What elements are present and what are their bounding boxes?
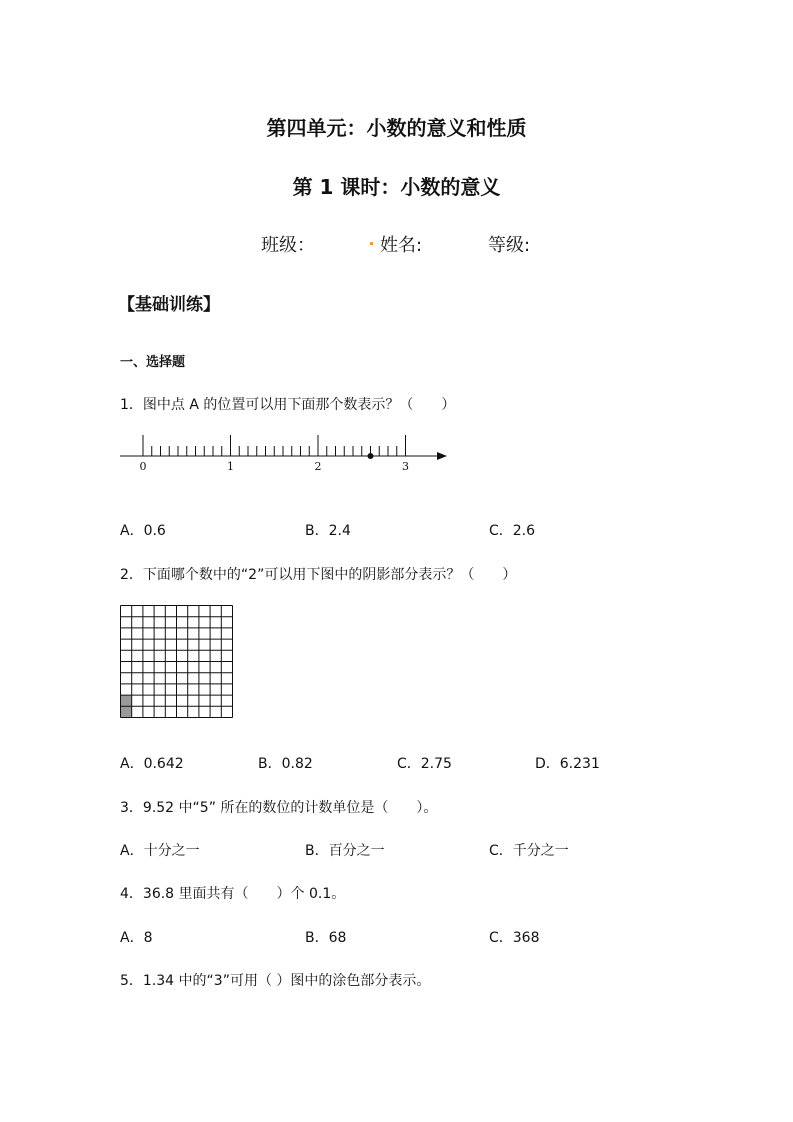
q3-option-c[interactable]: C．千分之一: [489, 843, 569, 859]
q2-option-c[interactable]: C．2.75: [397, 756, 452, 772]
lesson-title: 第 1 课时：小数的意义: [292, 175, 501, 199]
q1-option-b[interactable]: B．2.4: [305, 523, 351, 539]
point-a-marker: [368, 453, 374, 459]
question-5-text: 5．1.34 中的“3”可用（ ）图中的涂色部分表示。: [120, 973, 431, 989]
q3-option-a[interactable]: A．十分之一: [120, 843, 200, 859]
question-3-text: 3．9.52 中“5” 所在的数位的计数单位是（ ）。: [120, 800, 438, 816]
question-2-text: 2．下面哪个数中的“2”可以用下图中的阴影部分表示？（ ）: [120, 567, 517, 583]
number-line-figure: [118, 430, 453, 476]
grade-label: 等级:: [488, 235, 531, 256]
page-title: 第四单元：小数的意义和性质: [266, 116, 527, 140]
q1-option-c[interactable]: C．2.6: [489, 523, 536, 539]
q4-option-b[interactable]: B．68: [305, 930, 347, 946]
underline-mark: [370, 242, 373, 245]
number-line-label: 1: [227, 460, 234, 473]
shaded-cell: [121, 695, 132, 706]
q1-option-a[interactable]: A．0.6: [120, 523, 166, 539]
q2-option-d[interactable]: D．6.231: [535, 756, 600, 772]
section-title: 【基础训练】: [118, 295, 220, 315]
q4-option-c[interactable]: C．368: [489, 930, 540, 946]
q2-option-a[interactable]: A．0.642: [120, 756, 184, 772]
question-1-text: 1．图中点 A 的位置可以用下面那个数表示？（ ）: [120, 397, 456, 413]
q3-option-b[interactable]: B．百分之一: [305, 843, 385, 859]
shaded-cell: [121, 706, 132, 717]
number-line-label: 2: [314, 460, 322, 473]
class-label: 班级：: [261, 235, 315, 256]
number-line-label: 0: [139, 460, 147, 473]
question-4-text: 4．36.8 里面共有（ ）个 0.1。: [120, 886, 346, 902]
q4-option-a[interactable]: A．8: [120, 930, 153, 946]
number-line-label: 3: [402, 460, 409, 473]
hundred-grid-figure: [119, 604, 235, 718]
number-line-arrow: [437, 452, 447, 460]
section-subtitle: 一、选择题: [120, 355, 186, 370]
q2-option-b[interactable]: B．0.82: [258, 756, 313, 772]
number-line: [120, 435, 447, 473]
hundred-grid: [121, 606, 233, 718]
name-label: 姓名:: [380, 235, 423, 256]
